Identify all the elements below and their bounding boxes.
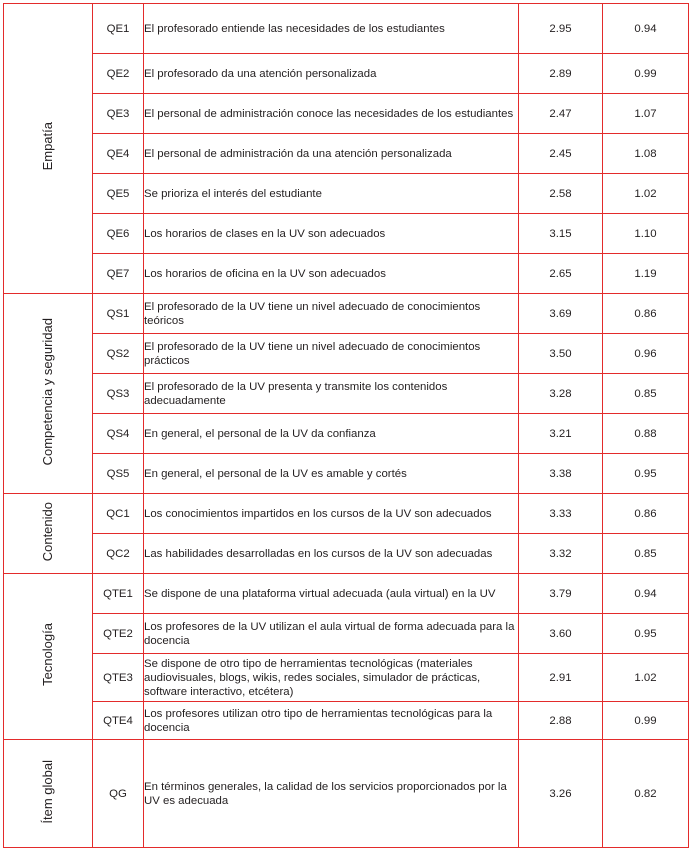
item-text: El profesorado entiende las necesidades de los estudiantes (144, 4, 519, 54)
table-row (4, 614, 689, 654)
item-text: Se prioriza el interés del estudiante (144, 174, 519, 214)
item-text: El profesorado da una atención personalizada (144, 54, 519, 94)
item-text: Se dispone de otro tipo de herramientas tecnológicas (materiales audiovisuales, blogs, wikis, redes sociales, simulador de prácticas, software interactivo, etcétera) (144, 654, 519, 702)
item-mean: 2.95 (519, 4, 603, 54)
item-text: El profesorado de la UV presenta y transmite los contenidos adecuadamente (144, 374, 519, 414)
dimension-label: Tecnología (40, 623, 55, 686)
item-text: En general, el personal de la UV da confianza (144, 414, 519, 454)
item-sd: 0.85 (603, 534, 689, 574)
dimension-label: Competencia y seguridad (40, 317, 55, 466)
item-text: El personal de administración da una atención personalizada (144, 134, 519, 174)
item-text: Se dispone de una plataforma virtual adecuada (aula virtual) en la UV (144, 574, 519, 614)
item-code: QE4 (93, 134, 144, 174)
item-sd: 1.02 (603, 654, 689, 702)
item-code: QTE4 (93, 702, 144, 740)
item-sd: 1.08 (603, 134, 689, 174)
item-code: QE6 (93, 214, 144, 254)
item-text: El profesorado de la UV tiene un nivel adecuado de conocimientos prácticos (144, 334, 519, 374)
item-mean: 3.15 (519, 214, 603, 254)
item-code: QTE3 (93, 654, 144, 702)
item-code: QE1 (93, 4, 144, 54)
item-sd: 0.99 (603, 702, 689, 740)
item-code: QE5 (93, 174, 144, 214)
dimension-label: Ítem global (40, 759, 55, 824)
item-mean: 2.47 (519, 94, 603, 134)
item-code: QE2 (93, 54, 144, 94)
item-sd: 1.07 (603, 94, 689, 134)
dimension-cell (4, 740, 93, 848)
item-mean: 2.91 (519, 654, 603, 702)
item-code: QS2 (93, 334, 144, 374)
dimension-cell (4, 4, 93, 294)
table-body (4, 4, 689, 848)
item-mean: 2.88 (519, 702, 603, 740)
item-code: QS3 (93, 374, 144, 414)
item-mean: 3.26 (519, 740, 603, 848)
item-code: QG (93, 740, 144, 848)
item-mean: 3.60 (519, 614, 603, 654)
table-row (4, 740, 689, 848)
item-mean: 2.65 (519, 254, 603, 294)
item-sd: 0.82 (603, 740, 689, 848)
table-row (4, 134, 689, 174)
item-code: QC2 (93, 534, 144, 574)
table-row (4, 654, 689, 702)
item-sd: 0.95 (603, 454, 689, 494)
table-row (4, 174, 689, 214)
table-row (4, 54, 689, 94)
item-text: El profesorado de la UV tiene un nivel adecuado de conocimientos teóricos (144, 294, 519, 334)
item-mean: 2.45 (519, 134, 603, 174)
item-sd: 0.86 (603, 494, 689, 534)
table-row (4, 214, 689, 254)
item-text: Los profesores utilizan otro tipo de herramientas tecnológicas para la docencia (144, 702, 519, 740)
item-code: QTE1 (93, 574, 144, 614)
item-mean: 3.32 (519, 534, 603, 574)
dimension-label: Contenido (40, 501, 55, 562)
item-mean: 3.33 (519, 494, 603, 534)
item-text: Los conocimientos impartidos en los cursos de la UV son adecuados (144, 494, 519, 534)
table-row (4, 574, 689, 614)
item-text: Los horarios de clases en la UV son adecuados (144, 214, 519, 254)
item-code: QS1 (93, 294, 144, 334)
item-sd: 0.85 (603, 374, 689, 414)
item-mean: 3.69 (519, 294, 603, 334)
item-mean: 3.38 (519, 454, 603, 494)
item-sd: 0.95 (603, 614, 689, 654)
table-row (4, 702, 689, 740)
item-sd: 0.94 (603, 574, 689, 614)
item-sd: 1.10 (603, 214, 689, 254)
table-row (4, 494, 689, 534)
table-row (4, 334, 689, 374)
item-code: QS4 (93, 414, 144, 454)
table-row (4, 454, 689, 494)
item-sd: 0.99 (603, 54, 689, 94)
item-text: Los horarios de oficina en la UV son adecuados (144, 254, 519, 294)
item-text: En términos generales, la calidad de los servicios proporcionados por la UV es adecuada (144, 740, 519, 848)
table-row (4, 94, 689, 134)
item-mean: 3.28 (519, 374, 603, 414)
item-mean: 3.79 (519, 574, 603, 614)
item-sd: 0.96 (603, 334, 689, 374)
item-mean: 3.21 (519, 414, 603, 454)
dimension-label: Empatía (40, 122, 55, 171)
item-text: El personal de administración conoce las necesidades de los estudiantes (144, 94, 519, 134)
item-code: QS5 (93, 454, 144, 494)
dimension-cell (4, 294, 93, 494)
item-code: QE7 (93, 254, 144, 294)
survey-items-table (3, 3, 689, 848)
item-sd: 1.19 (603, 254, 689, 294)
item-code: QE3 (93, 94, 144, 134)
table-row (4, 294, 689, 334)
item-code: QC1 (93, 494, 144, 534)
table-row (4, 534, 689, 574)
item-sd: 0.94 (603, 4, 689, 54)
item-mean: 2.89 (519, 54, 603, 94)
item-code: QTE2 (93, 614, 144, 654)
table-row (4, 414, 689, 454)
table-row (4, 4, 689, 54)
item-text: Las habilidades desarrolladas en los cursos de la UV son adecuadas (144, 534, 519, 574)
item-sd: 0.88 (603, 414, 689, 454)
item-mean: 2.58 (519, 174, 603, 214)
item-sd: 1.02 (603, 174, 689, 214)
item-text: En general, el personal de la UV es amable y cortés (144, 454, 519, 494)
dimension-cell (4, 494, 93, 574)
dimension-cell (4, 574, 93, 740)
item-mean: 3.50 (519, 334, 603, 374)
table-row (4, 254, 689, 294)
item-text: Los profesores de la UV utilizan el aula virtual de forma adecuada para la docencia (144, 614, 519, 654)
table-row (4, 374, 689, 414)
item-sd: 0.86 (603, 294, 689, 334)
